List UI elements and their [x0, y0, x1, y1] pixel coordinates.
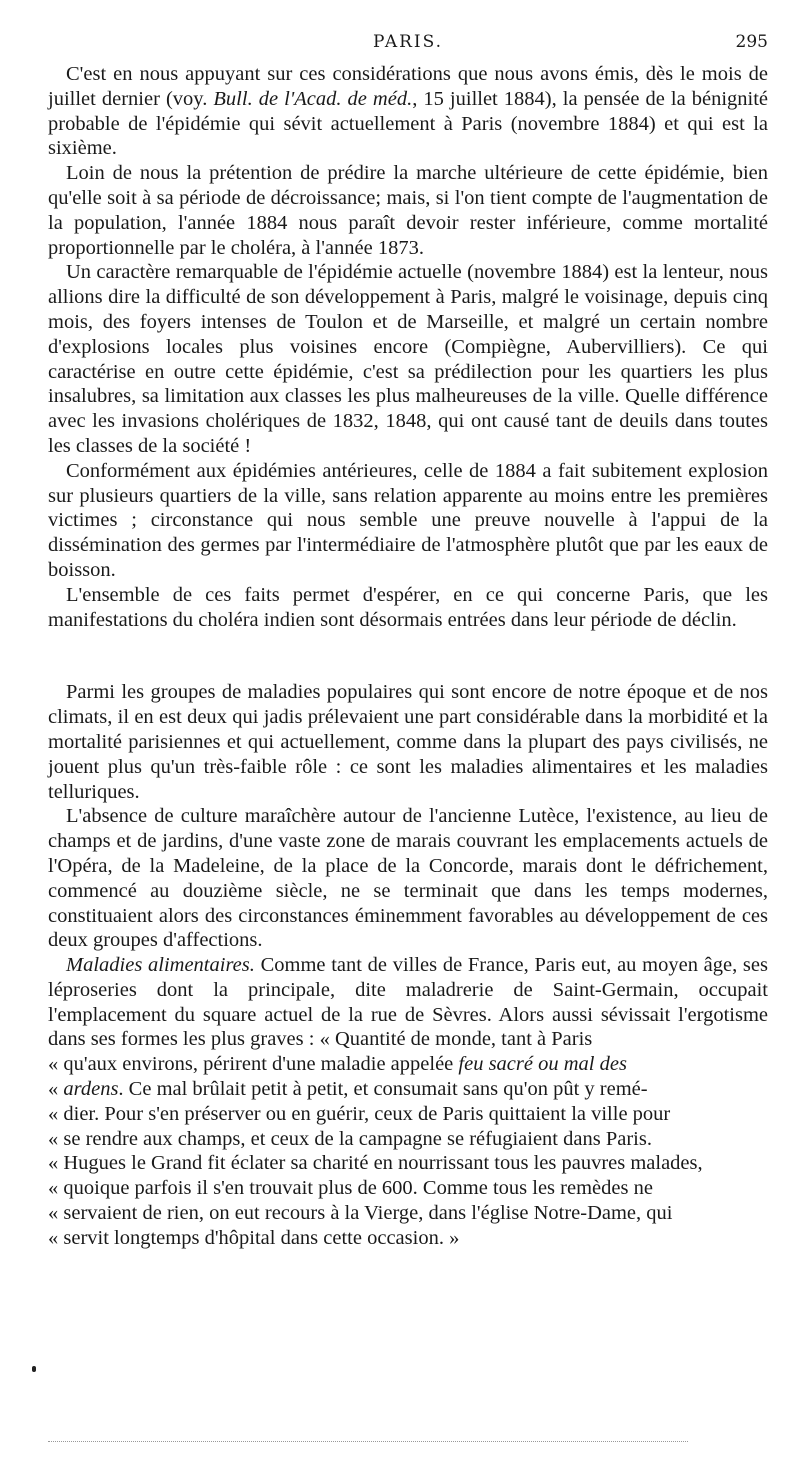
bottom-bleed-through [48, 1441, 688, 1442]
section-gap [48, 632, 768, 680]
paragraph-text: , 15 juillet 1884), la pensée de la bénignité probable de l'épidémie qui sévit actuellement à Paris (novembre 1884) et qui est la sixième. [48, 87, 769, 160]
paragraph-1 [48, 62, 768, 161]
paragraph-7 [48, 804, 768, 953]
quote-line: « dier. Pour s'en préserver ou en guérir, ceux de Paris quittaient la ville pour [48, 1102, 671, 1125]
paragraph-text: Comme tant de villes de France, Paris eut, au moyen âge, ses léproseries dont la principale, dite maladrerie de Saint-Germain, occupait l'emplacement du square actuel de la rue de Sèvres. Alors aussi sévissait l'ergotisme dans ses formes les plus graves : « Quantité de monde, tant à Paris [48, 954, 768, 1051]
running-header [48, 30, 768, 54]
paragraph-text: Parmi les groupes de maladies populaires qui sont encore de notre époque et de nos climats, il en est deux qui jadis prélevaient une part considérable dans la morbidité et la mortalité parisiennes et qui actuellement, comme dans la plupart des pays civilisés, ne jouent plus qu'un très-faible rôle : ce sont les maladies alimentaires et les maladies telluriques. [48, 681, 768, 803]
quote-line: « servit longtemps d'hôpital dans cette occasion. » [48, 1226, 460, 1249]
quote-line: « Hugues le Grand fit éclater sa charité en nourrissant tous les pauvres malades, [48, 1152, 703, 1175]
paragraph-3 [48, 260, 768, 458]
ink-speck [32, 1366, 36, 1372]
paragraph-6 [48, 680, 768, 804]
paragraph-5 [48, 583, 768, 633]
runin-title: Maladies alimentaires. [66, 954, 255, 977]
paragraph-2 [48, 161, 768, 260]
citation-italic: Bull. de l'Acad. de méd. [213, 87, 413, 110]
paragraph-text: L'ensemble de ces faits permet d'espérer, en ce qui concerne Paris, que les manifestations du choléra indien sont désormais entrées dans leur période de déclin. [48, 583, 768, 631]
quote-line: « servaient de rien, on eut recours à la Vierge, dans l'église Notre-Dame, qui [48, 1202, 673, 1225]
quote-line: « quoique parfois il s'en trouvait plus de 600. Comme tous les remèdes ne [48, 1177, 653, 1200]
quote-line: « qu'aux environs, périrent d'une maladie appelée feu sacré ou mal des [48, 1053, 627, 1076]
paragraph-8 [48, 953, 768, 1251]
paragraph-text: Loin de nous la prétention de prédire la marche ultérieure de cette épidémie, bien qu'elle soit à sa période de décroissance; mais, si l'on tient compte de l'augmentation de la population, l'année 1884 nous paraît devoir rester inférieure, comme mortalité proportionnelle par le choléra, à l'année 1873. [48, 162, 768, 259]
paragraph-text: L'absence de culture maraîchère autour de l'ancienne Lutèce, l'existence, au lieu de champs et de jardins, d'une vaste zone de marais couvrant les emplacements actuels de l'Opéra, de la Madeleine, de la place de la Concorde, marais dont le défrichement, commencé au douzième siècle, ne se terminait que dans les temps modernes, constituaient alors des circonstances éminemment favorables au développement de ces deux groupes d'affections. [48, 805, 768, 952]
quote-line: « se rendre aux champs, et ceux de la campagne se réfugiaient dans Paris. [48, 1127, 652, 1150]
paragraph-text: Conformément aux épidémies antérieures, celle de 1884 a fait subitement explosion sur plusieurs quartiers de la ville, sans relation apparente au moins entre les premières victimes ; circonstance qui nous semble une preuve nouvelle à l'appui de la dissémination des germes par l'intermédiaire de l'atmosphère plutôt que par les eaux de boisson. [48, 459, 768, 581]
paragraph-text: Un caractère remarquable de l'épidémie actuelle (novembre 1884) est la lenteur, nous allions dire la difficulté de son développement à Paris, malgré le voisinage, depuis cinq mois, des foyers intenses de Toulon et de Marseille, et malgré un certain nombre d'explosions locales plus voisines encore (Compiègne, Aubervilliers). Ce qui caractérise en outre cette épidémie, c'est sa prédilection pour les quartiers les plus insalubres, sa limitation aux classes les plus malheureuses de la ville. Quelle différence avec les invasions cholériques de 1832, 1848, qui ont causé tant de deuils dans toutes les classes de la société ! [48, 261, 768, 457]
running-title: PARIS. [372, 32, 444, 52]
paragraph-4 [48, 459, 768, 583]
page-number: 295 [735, 32, 768, 52]
body-text [48, 62, 768, 1251]
paragraph-text: C'est en nous appuyant sur ces considérations que nous avons émis, dès le mois de juillet dernier (voy. [48, 63, 768, 110]
quote-line: « ardens. Ce mal brûlait petit à petit, et consumait sans qu'on pût y remé- [48, 1078, 648, 1101]
